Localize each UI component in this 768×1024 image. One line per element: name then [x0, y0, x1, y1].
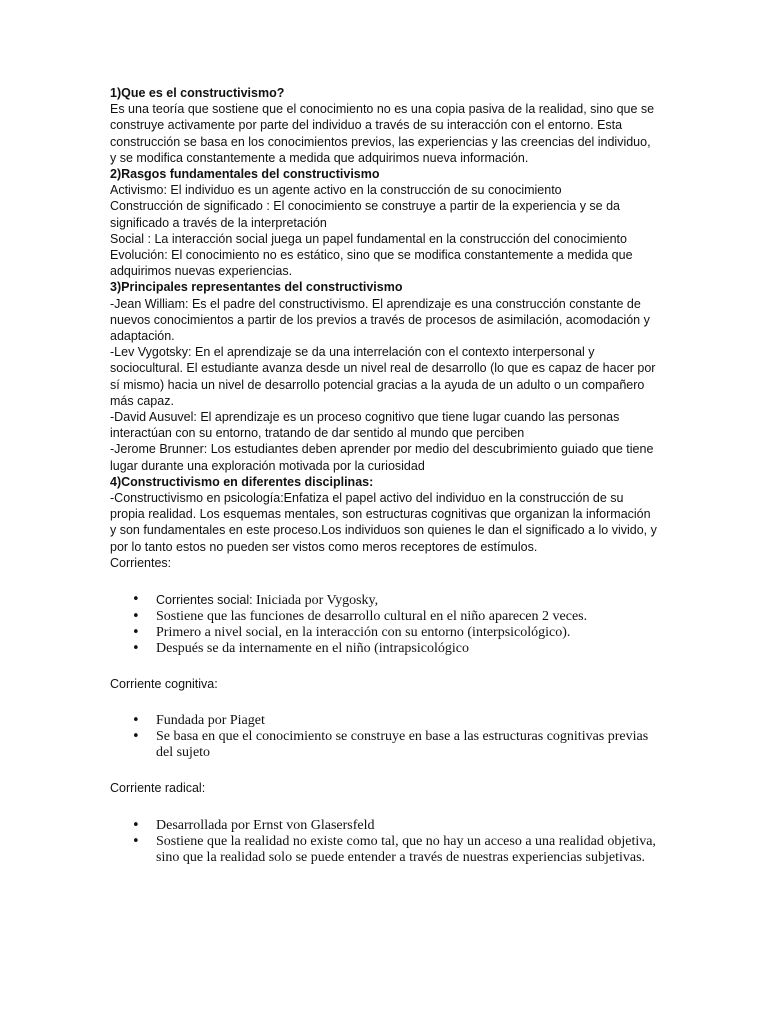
- list-item: [110, 592, 660, 609]
- document-body: [110, 85, 660, 866]
- psicologia-paragraph: -Constructivismo en psicología:Enfatiza el papel activo del individuo en la construcción de su propia realidad. Los esquemas mentales, son estructuras cognitivas que organizan la información y son fundamentales en este proceso.Los individuos son quienes le dan el significado a lo vivido, y por lo tanto estos no pueden ser vistos como meros receptores de estímulos.: [110, 491, 657, 554]
- social-first-prefix: Corrientes social:: [156, 593, 257, 608]
- list-item: • Desarrollada por Ernst von Glasersfeld: [110, 818, 660, 834]
- section-1-heading: 1)Que es el constructivismo?: [110, 86, 285, 100]
- corriente-cognitiva-label: Corriente cognitiva:: [110, 677, 218, 692]
- rasgo-significado: Construcción de significado : El conocimiento se construye a partir de la experiencia y se da significado a través de la interpretación: [110, 199, 620, 230]
- list-item: • Primero a nivel social, en la interacción con su entorno (interpsicológico).: [110, 625, 660, 641]
- list-item: • Sostiene que la realidad no existe como tal, que no hay un acceso a una realidad objetiva, sino que la realidad solo se puede entender a través de nuestras experiencias subjetivas.: [110, 834, 660, 866]
- section-3-heading: 3)Principales representantes del constructivismo: [110, 280, 403, 295]
- list-item: • Sostiene que las funciones de desarrollo cultural en el niño aparecen 2 veces.: [110, 609, 660, 625]
- representante-brunner: -Jerome Brunner: Los estudiantes deben aprender por medio del descubrimiento guiado que tiene lugar durante una exploración motivada por la curiosidad: [110, 442, 654, 473]
- list-item: • Fundada por Piaget: [110, 713, 660, 729]
- rasgo-activismo: Activismo: El individuo es un agente activo en la construcción de su conocimiento: [110, 183, 562, 198]
- list-item: • Se basa en que el conocimiento se construye en base a las estructuras cognitivas previas del sujeto: [110, 729, 660, 761]
- representante-ausuvel: -David Ausuvel: El aprendizaje es un proceso cognitivo que tiene lugar cuando las personas interactúan con su entorno, tratando de dar sentido al mundo que perciben: [110, 410, 620, 441]
- list-item: • Después se da internamente en el niño (intrapsicológico: [110, 641, 660, 657]
- corriente-radical-list: [110, 818, 660, 866]
- representante-vygotsky: -Lev Vygotsky: En el aprendizaje se da una interrelación con el contexto interpersonal y sociocultural. El estudiante avanza desde un nivel real de desarrollo (lo que es capaz de hacer por sí mismo) hacia un nivel de desarrollo potencial gracias a la ayuda de un adulto o un compañero más capaz.: [110, 345, 656, 408]
- rasgo-evolucion: Evolución: El conocimiento no es estático, sino que se modifica constantemente a medida que adquirimos nuevas experiencias.: [110, 248, 633, 279]
- rasgo-social: Social : La interacción social juega un papel fundamental en la construcción del conocimiento: [110, 231, 627, 246]
- corriente-social-list: [110, 592, 660, 657]
- corriente-radical-label: Corriente radical:: [110, 781, 206, 796]
- corriente-cognitiva-list: [110, 713, 660, 761]
- section-2-heading: 2)Rasgos fundamentales del constructivismo: [110, 167, 380, 182]
- section-4-heading: 4)Constructivismo en diferentes disciplinas:: [110, 474, 374, 489]
- corrientes-label: Corrientes:: [110, 555, 172, 570]
- social-first-rest: Iniciada por Vygosky,: [256, 593, 379, 609]
- representante-william: -Jean William: Es el padre del constructivismo. El aprendizaje es una construcción constante de nuevos conocimientos a partir de los previos a través de procesos de asimilación, acomodación y adaptación.: [110, 296, 650, 344]
- section-1-paragraph: Es una teoría que sostiene que el conocimiento no es una copia pasiva de la realidad, sino que se construye activamente por parte del individuo a través de su interacción con el entorno. Esta construcción se basa en los conocimientos previos, las experiencias y las creencias del individuo, y se modifica constantemente a medida que adquirimos nueva información.: [110, 102, 655, 165]
